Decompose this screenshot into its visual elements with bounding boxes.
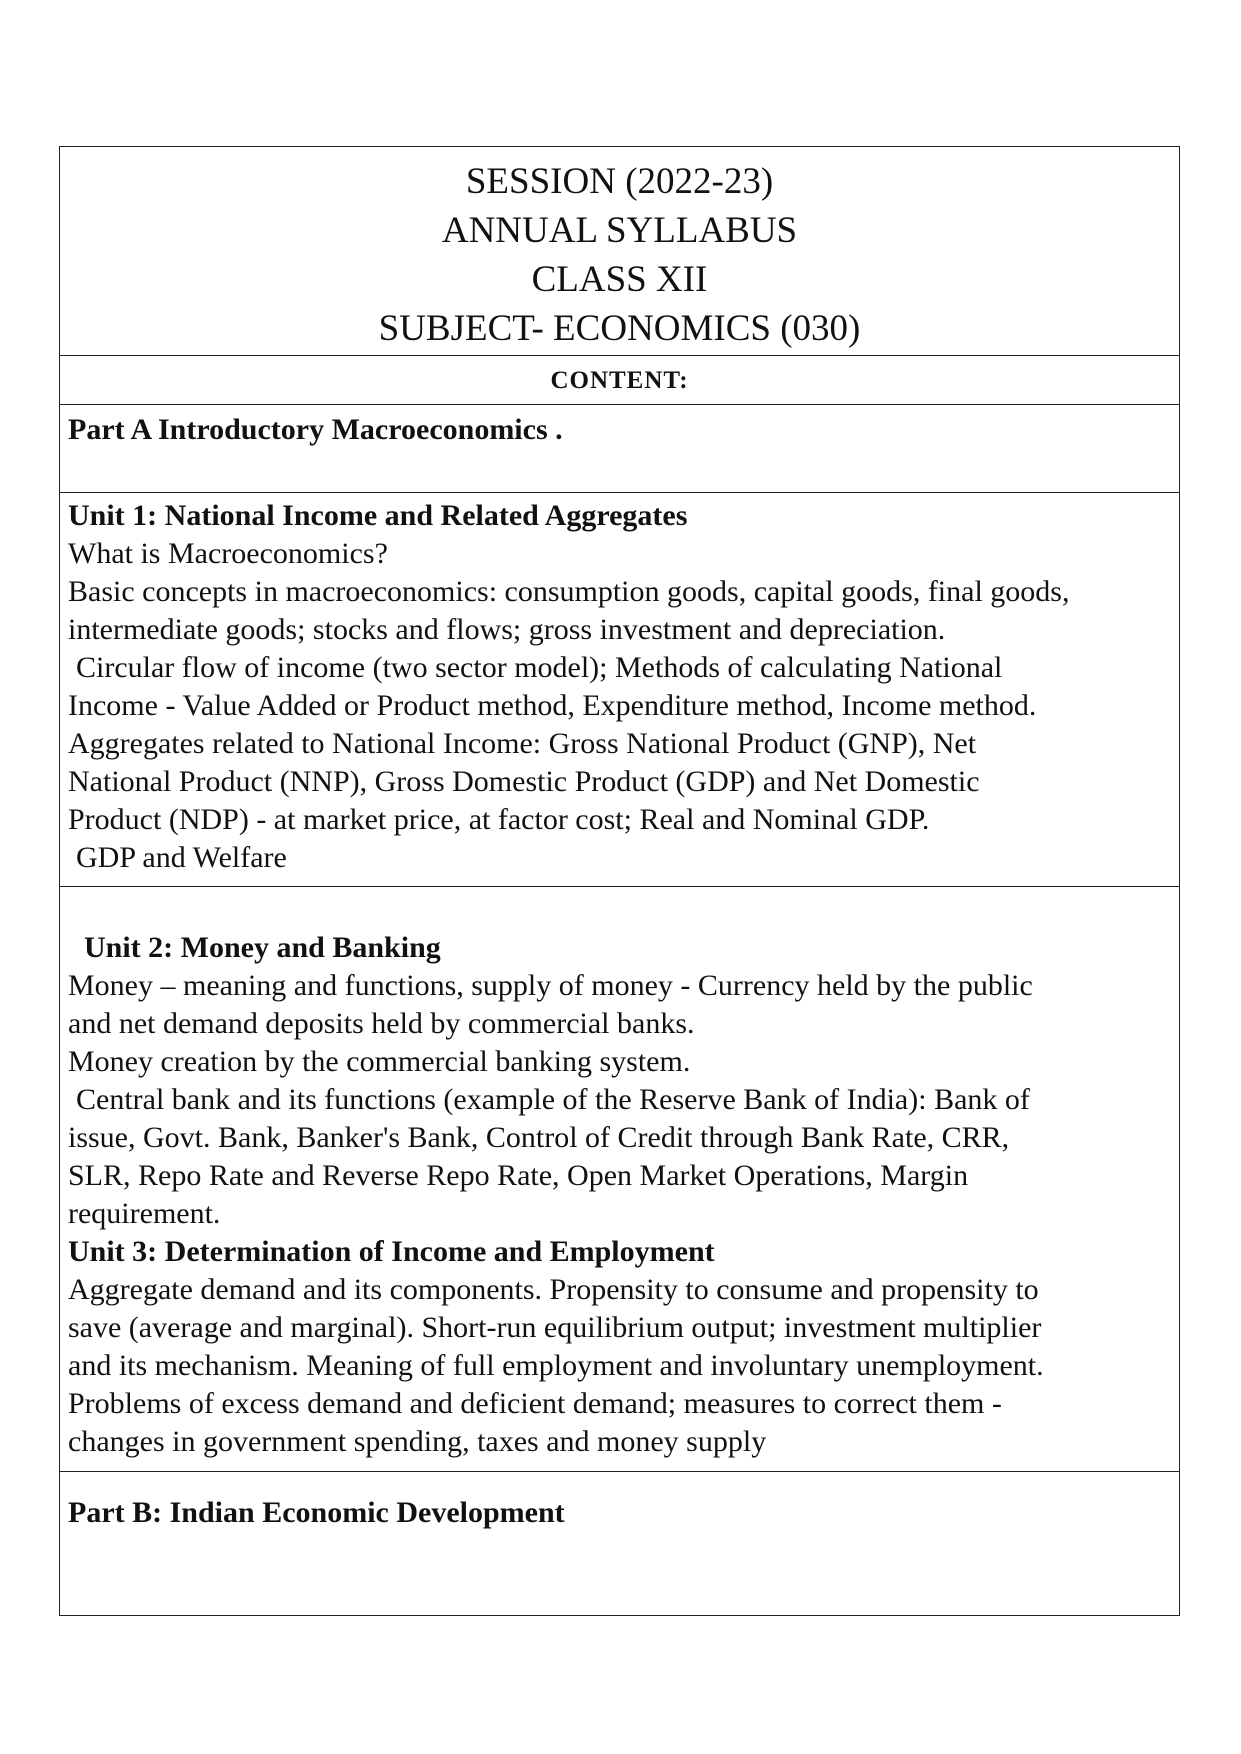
part-a-title: Part A Introductory Macroeconomics . xyxy=(68,413,563,446)
unit1-line: intermediate goods; stocks and flows; gross investment and depreciation. xyxy=(68,613,946,646)
unit3-line: changes in government spending, taxes and money supply xyxy=(68,1425,767,1458)
unit2-heading: Unit 2: Money and Banking xyxy=(84,931,441,964)
unit3-heading: Unit 3: Determination of Income and Employment xyxy=(68,1235,715,1268)
unit2-unit3-section xyxy=(60,887,1179,1472)
content-label: CONTENT: xyxy=(60,356,1179,405)
syllabus-table xyxy=(59,146,1180,1616)
unit2-line: and net demand deposits held by commercial banks. xyxy=(68,1007,695,1040)
unit1-line: Basic concepts in macroeconomics: consumption goods, capital goods, final goods, xyxy=(68,575,1070,608)
class-title: CLASS XII xyxy=(531,259,708,300)
unit3-line: save (average and marginal). Short-run equilibrium output; investment multiplier xyxy=(68,1311,1042,1344)
unit1-line: National Product (NNP), Gross Domestic Product (GDP) and Net Domestic xyxy=(68,765,980,798)
unit2-line: issue, Govt. Bank, Banker's Bank, Control of Credit through Bank Rate, CRR, xyxy=(68,1121,1010,1154)
unit2-line: Money creation by the commercial banking system. xyxy=(68,1045,691,1078)
subject-title: SUBJECT- ECONOMICS (030) xyxy=(378,308,861,349)
unit3-line: Aggregate demand and its components. Propensity to consume and propensity to xyxy=(68,1273,1039,1306)
unit2-line: Money – meaning and functions, supply of money - Currency held by the public xyxy=(68,969,1033,1002)
syllabus-title: ANNUAL SYLLABUS xyxy=(441,210,798,251)
unit2-line: Central bank and its functions (example of the Reserve Bank of India): Bank of xyxy=(76,1083,1030,1116)
unit3-line: and its mechanism. Meaning of full employment and involuntary unemployment. xyxy=(68,1349,1044,1382)
unit1-section xyxy=(60,493,1179,887)
part-b-title: Part B: Indian Economic Development xyxy=(68,1496,565,1529)
syllabus-header xyxy=(60,147,1179,356)
unit1-line: Circular flow of income (two sector model); Methods of calculating National xyxy=(76,651,1003,684)
unit2-line: requirement. xyxy=(68,1197,221,1230)
unit1-line: GDP and Welfare xyxy=(76,841,287,874)
unit1-line: Product (NDP) - at market price, at factor cost; Real and Nominal GDP. xyxy=(68,803,930,836)
unit1-line: What is Macroeconomics? xyxy=(68,537,388,570)
unit3-line: Problems of excess demand and deficient demand; measures to correct them - xyxy=(68,1387,1002,1420)
unit1-line: Aggregates related to National Income: Gross National Product (GNP), Net xyxy=(68,727,977,760)
part-b-section xyxy=(60,1472,1179,1615)
unit1-line: Income - Value Added or Product method, Expenditure method, Income method. xyxy=(68,689,1037,722)
part-a-section xyxy=(60,405,1179,493)
unit2-line: SLR, Repo Rate and Reverse Repo Rate, Open Market Operations, Margin xyxy=(68,1159,969,1192)
unit1-heading: Unit 1: National Income and Related Aggregates xyxy=(68,499,688,532)
session-title: SESSION (2022-23) xyxy=(465,161,774,202)
